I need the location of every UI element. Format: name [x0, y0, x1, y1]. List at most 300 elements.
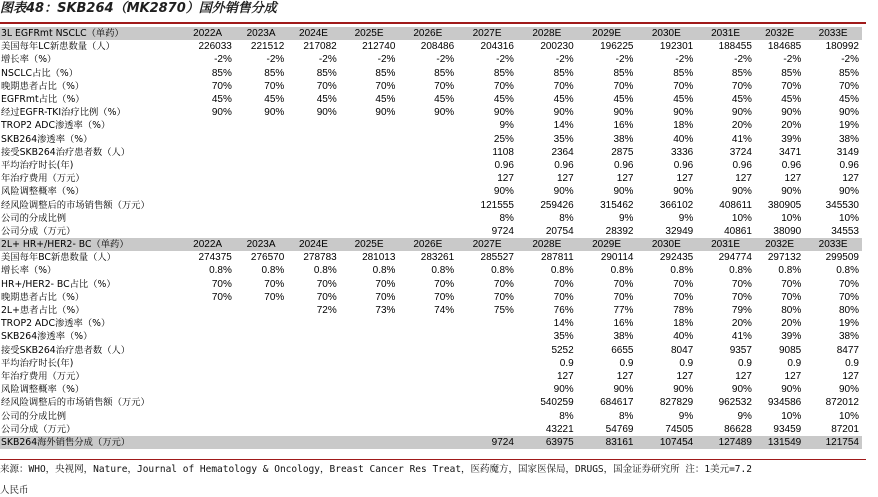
table-cell	[340, 396, 399, 409]
table-cell: 45%	[553, 94, 574, 106]
table-row	[0, 251, 862, 264]
row-label: 经风险调整后的市场销售额（万元）	[1, 199, 150, 211]
table-cell: 204316	[480, 41, 514, 53]
source-note-continued: 人民币	[0, 485, 29, 496]
table-cell	[287, 133, 339, 146]
table-cell: 299509	[825, 252, 859, 264]
table-cell: -2%	[841, 54, 859, 66]
table-row	[0, 198, 862, 211]
table-cell: 75%	[493, 305, 514, 317]
table-cell: 70%	[264, 291, 285, 303]
table-cell: 0.96	[494, 159, 514, 171]
row-label: 接受SKB264治疗患者数（人）	[1, 344, 131, 356]
table-cell	[398, 185, 457, 198]
table-cell: 35%	[553, 331, 574, 343]
source-note: 来源：WHO，央视网，Nature，Journal of Hematology & Oncology，Breast Cancer Res Treat，医药魔方，国家医保局，DRUGS，国金证券研究所 注：1美元=7.2	[0, 464, 752, 475]
table-cell: 2033E	[804, 238, 862, 251]
table-cell: 2029E	[577, 238, 637, 251]
table-cell: 90%	[613, 186, 634, 198]
table-cell	[235, 423, 287, 436]
table-cell: 0.9	[845, 357, 859, 369]
table-cell: 294774	[718, 252, 752, 264]
row-label: 晚期患者占比（%）	[1, 291, 85, 303]
table-cell: 281013	[362, 252, 396, 264]
table-cell: 2029E	[577, 27, 637, 40]
table-cell	[398, 317, 457, 330]
row-label: 晚期患者占比（%）	[1, 80, 85, 92]
table-cell: 70%	[211, 80, 232, 92]
table-cell	[340, 198, 399, 211]
table-cell: 34553	[831, 225, 859, 237]
row-label: SKB264渗透率（%）	[1, 331, 93, 343]
table-cell: 70%	[264, 278, 285, 290]
table-row	[0, 357, 862, 370]
table-cell: 0.96	[554, 159, 574, 171]
section-header-nsclc	[0, 27, 862, 40]
row-label: SKB264海外销售分成（万元）	[0, 436, 180, 449]
table-cell: 40861	[724, 225, 752, 237]
table-cell: 8%	[619, 410, 634, 422]
table-cell: 85%	[781, 67, 802, 79]
table-cell: 221512	[250, 41, 285, 53]
row-label: 增长率（%）	[1, 265, 57, 277]
table-cell: -2%	[496, 54, 514, 66]
table-cell: 90%	[731, 107, 752, 119]
table-cell: 41%	[731, 331, 752, 343]
table-cell: -2%	[266, 54, 285, 66]
row-label: SKB264渗透率（%）	[1, 133, 93, 145]
table-cell: 85%	[434, 67, 455, 79]
table-cell: 45%	[211, 94, 232, 106]
table-row	[0, 93, 862, 106]
table-cell	[235, 409, 287, 422]
table-cell: 0.9	[559, 357, 574, 369]
table-cell: 2025E	[340, 238, 399, 251]
table-row	[0, 383, 862, 396]
table-cell: 2025E	[340, 27, 399, 40]
table-cell: 90%	[838, 186, 859, 198]
table-cell	[287, 198, 339, 211]
table-cell: 38%	[613, 331, 634, 343]
table-cell: 80%	[781, 305, 802, 317]
table-cell: 0.8%	[209, 265, 232, 277]
table-cell	[398, 159, 457, 172]
table-cell: 72%	[316, 305, 337, 317]
table-cell: 0.96	[781, 159, 802, 171]
table-cell	[340, 344, 399, 357]
table-cell	[180, 344, 235, 357]
table-cell: 85%	[673, 67, 694, 79]
table-cell: 70%	[375, 80, 396, 92]
table-cell	[340, 185, 399, 198]
table-cell	[398, 133, 457, 146]
table-cell	[398, 436, 457, 449]
table-cell: 45%	[673, 94, 694, 106]
table-row	[0, 317, 862, 330]
table-cell: 2875	[611, 146, 634, 158]
table-cell: 1108	[492, 146, 514, 158]
table-cell	[180, 330, 235, 343]
table-cell: 63975	[517, 436, 577, 449]
table-cell	[287, 436, 339, 449]
table-cell: 290114	[600, 252, 634, 264]
table-cell: 208486	[420, 41, 455, 53]
table-cell: 127	[616, 173, 634, 185]
table-cell	[235, 146, 287, 159]
table-cell	[457, 344, 517, 357]
table-cell: 83161	[577, 436, 637, 449]
table-cell	[180, 225, 235, 238]
row-label: 3L EGFRmt NSCLC（单药）	[0, 27, 180, 40]
table-cell: 70%	[613, 278, 634, 290]
table-cell: 8%	[559, 410, 574, 422]
table-cell	[235, 172, 287, 185]
table-cell: 2030E	[636, 27, 696, 40]
table-cell	[287, 119, 339, 132]
table-cell	[180, 185, 235, 198]
table-cell: 540259	[540, 397, 574, 409]
table-row	[0, 80, 862, 93]
table-cell: 25%	[493, 133, 514, 145]
table-cell: 287811	[541, 252, 574, 264]
row-label: 公司分成（万元）	[1, 225, 76, 237]
table-cell: 87201	[831, 423, 859, 435]
table-cell: 297132	[767, 252, 802, 264]
row-label: 经风险调整后的市场销售额（万元）	[1, 397, 150, 409]
table-cell: 70%	[781, 80, 802, 92]
table-cell	[235, 212, 287, 225]
table-cell: 20754	[545, 225, 574, 237]
table-cell: 0.8%	[313, 265, 337, 277]
table-cell	[180, 317, 235, 330]
table-cell: 9724	[491, 225, 514, 237]
table-cell: 2027E	[457, 27, 517, 40]
table-cell	[340, 330, 399, 343]
table-cell	[340, 436, 399, 449]
table-cell	[287, 383, 339, 396]
table-row	[0, 53, 862, 66]
table-cell: 872012	[825, 397, 859, 409]
table-cell: 45%	[613, 94, 634, 106]
row-label: 公司的分成比例	[1, 410, 67, 422]
table-cell: 0.8%	[491, 265, 514, 277]
table-cell: 70%	[673, 80, 694, 92]
table-row	[0, 146, 862, 159]
table-cell: 90%	[838, 107, 859, 119]
table-cell: 9357	[729, 344, 752, 356]
table-cell: 0.96	[839, 159, 859, 171]
table-cell	[287, 172, 339, 185]
table-cell: 9085	[778, 344, 802, 356]
table-cell: 38%	[838, 331, 859, 343]
table-cell	[287, 185, 339, 198]
table-cell: 78%	[673, 305, 694, 317]
table-row	[0, 344, 862, 357]
table-cell: 85%	[211, 67, 232, 79]
table-cell: 70%	[316, 291, 337, 303]
table-cell: 0.9	[787, 357, 802, 369]
table-cell: 74505	[665, 423, 694, 435]
table-cell: 8047	[670, 344, 694, 356]
table-cell: 70%	[781, 278, 802, 290]
row-label: 年治疗费用（万元）	[1, 370, 85, 382]
table-cell: 39%	[781, 133, 802, 145]
table-cell	[287, 317, 339, 330]
table-cell: 90%	[781, 107, 802, 119]
table-cell: 38%	[613, 133, 634, 145]
table-cell: 70%	[838, 80, 859, 92]
table-cell: 0.9	[619, 357, 634, 369]
table-cell	[398, 423, 457, 436]
table-cell	[340, 370, 399, 383]
table-cell: 0.9	[738, 357, 752, 369]
table-row	[0, 423, 862, 436]
table-cell: 38%	[838, 133, 859, 145]
table-cell: 2024E	[287, 27, 339, 40]
table-cell	[287, 357, 339, 370]
table-cell	[235, 357, 287, 370]
table-row	[0, 185, 862, 198]
table-cell: 70%	[434, 80, 455, 92]
table-cell	[287, 159, 339, 172]
table-cell: 127	[557, 173, 574, 185]
table-row	[0, 119, 862, 132]
table-cell	[398, 212, 457, 225]
table-cell: 90%	[493, 107, 514, 119]
table-cell: 0.8%	[261, 265, 285, 277]
table-cell: 40%	[673, 133, 694, 145]
table-cell: 14%	[553, 318, 574, 330]
table-cell: 20%	[731, 318, 752, 330]
table-cell: 2031E	[696, 238, 755, 251]
table-cell: 9%	[737, 410, 752, 422]
table-cell	[457, 396, 517, 409]
table-cell: 0.96	[732, 159, 752, 171]
table-cell: -2%	[734, 54, 752, 66]
table-cell	[180, 198, 235, 211]
table-cell: 127489	[696, 436, 755, 449]
table-cell: 188455	[718, 41, 752, 53]
table-cell: -2%	[675, 54, 694, 66]
table-cell	[398, 344, 457, 357]
table-row	[0, 159, 862, 172]
table-cell: 127	[842, 173, 859, 185]
table-cell: 70%	[316, 278, 337, 290]
table-cell: 962532	[718, 397, 752, 409]
table-cell: 127	[676, 370, 694, 382]
section-header-bc	[0, 238, 862, 251]
table-cell	[287, 396, 339, 409]
table-cell	[457, 317, 517, 330]
table-cell: 93459	[773, 423, 802, 435]
total-row	[0, 436, 862, 449]
table-cell: 2023A	[235, 238, 287, 251]
table-cell	[340, 133, 399, 146]
table-cell	[180, 304, 235, 317]
row-label: TROP2 ADC渗透率（%）	[1, 120, 111, 132]
table-cell: 2028E	[517, 27, 577, 40]
table-cell: 90%	[493, 186, 514, 198]
table-cell: 9724	[457, 436, 517, 449]
table-cell: 16%	[613, 318, 634, 330]
table-cell: 70%	[434, 291, 455, 303]
table-cell	[235, 119, 287, 132]
table-cell: -2%	[783, 54, 802, 66]
table-cell	[340, 159, 399, 172]
table-cell	[235, 304, 287, 317]
table-cell: 77%	[613, 305, 634, 317]
table-cell: 70%	[316, 80, 337, 92]
table-cell	[287, 146, 339, 159]
table-cell: 20%	[781, 318, 802, 330]
table-cell: 19%	[838, 120, 859, 132]
table-cell: 70%	[731, 291, 752, 303]
table-row	[0, 212, 862, 225]
table-cell	[340, 119, 399, 132]
table-cell	[180, 396, 235, 409]
table-row	[0, 67, 862, 80]
table-cell	[457, 357, 517, 370]
table-cell: 2023A	[235, 27, 287, 40]
table-cell: 70%	[434, 278, 455, 290]
table-cell: 70%	[493, 80, 514, 92]
table-cell	[340, 212, 399, 225]
table-cell: 80%	[838, 305, 859, 317]
table-cell: 121555	[480, 199, 514, 211]
table-cell: 8%	[499, 212, 514, 224]
row-label: 美国每年BC新患数量（人）	[1, 252, 116, 264]
table-cell: 85%	[375, 67, 396, 79]
table-cell: 131549	[755, 436, 804, 449]
row-label: 美国每年LC新患数量（人）	[1, 41, 115, 53]
table-cell	[340, 423, 399, 436]
table-cell: 5252	[551, 344, 574, 356]
table-cell: 45%	[264, 94, 285, 106]
table-cell: 70%	[553, 291, 574, 303]
table-cell: 127	[735, 173, 752, 185]
table-cell: 90%	[731, 186, 752, 198]
table-cell: 0.8%	[670, 265, 694, 277]
table-cell	[235, 225, 287, 238]
row-label: TROP2 ADC渗透率（%）	[1, 318, 111, 330]
table-cell	[235, 133, 287, 146]
table-cell: 127	[735, 370, 752, 382]
table-cell: 9%	[499, 120, 514, 132]
row-label: 2L+ HR+/HER2- BC（单药）	[0, 238, 180, 251]
table-cell: -2%	[436, 54, 455, 66]
table-cell: -2%	[555, 54, 574, 66]
table-cell: 366102	[659, 199, 694, 211]
table-cell: 274375	[198, 252, 232, 264]
table-cell: 90%	[781, 384, 802, 396]
table-cell: 217082	[303, 41, 337, 53]
table-cell: 90%	[553, 107, 574, 119]
sales-forecast-table	[0, 27, 862, 449]
table-cell: 45%	[731, 94, 752, 106]
table-cell: 40%	[673, 331, 694, 343]
table-cell: 8%	[559, 212, 574, 224]
table-cell: 70%	[613, 291, 634, 303]
table-cell: 90%	[316, 107, 337, 119]
table-cell: 127	[842, 370, 859, 382]
table-cell	[235, 436, 287, 449]
table-cell: 85%	[493, 67, 514, 79]
table-cell	[235, 330, 287, 343]
table-cell: 278783	[303, 252, 337, 264]
table-cell: 180992	[825, 41, 859, 53]
table-cell: 85%	[316, 67, 337, 79]
table-cell	[340, 409, 399, 422]
table-cell	[180, 159, 235, 172]
table-cell	[180, 370, 235, 383]
table-cell: 20%	[731, 120, 752, 132]
table-cell: 0.8%	[372, 265, 396, 277]
table-cell: 90%	[613, 107, 634, 119]
row-label: 2L+患者占比（%）	[1, 305, 85, 317]
table-cell: 10%	[781, 212, 802, 224]
table-cell: -2%	[214, 54, 232, 66]
table-cell: 0.8%	[431, 265, 455, 277]
table-cell	[398, 146, 457, 159]
table-cell: 85%	[613, 67, 634, 79]
table-cell: 3724	[729, 146, 752, 158]
table-cell: 127	[616, 370, 634, 382]
table-cell: 315462	[600, 199, 634, 211]
table-cell: 32949	[665, 225, 694, 237]
table-row	[0, 396, 862, 409]
table-cell: 70%	[731, 278, 752, 290]
table-cell: 70%	[493, 291, 514, 303]
table-cell: 292435	[659, 252, 694, 264]
table-cell: 9%	[678, 410, 694, 422]
table-cell: 934586	[767, 397, 802, 409]
table-cell: 35%	[553, 133, 574, 145]
table-cell	[180, 383, 235, 396]
table-cell: 70%	[613, 80, 634, 92]
table-cell: -2%	[377, 54, 396, 66]
table-cell: 0.8%	[778, 265, 802, 277]
table-cell: 283261	[420, 252, 455, 264]
table-cell: 127	[557, 370, 574, 382]
table-cell: 45%	[838, 94, 859, 106]
table-cell	[180, 409, 235, 422]
table-cell	[340, 146, 399, 159]
table-cell: 2024E	[287, 238, 339, 251]
table-cell	[180, 119, 235, 132]
row-label: 年治疗费用（万元）	[1, 173, 85, 185]
table-cell	[398, 172, 457, 185]
table-cell: 2033E	[804, 27, 862, 40]
table-cell: 3336	[670, 146, 694, 158]
table-cell	[180, 146, 235, 159]
table-row	[0, 304, 862, 317]
table-cell: 74%	[434, 305, 455, 317]
table-cell: 70%	[375, 291, 396, 303]
table-cell: 3149	[836, 146, 859, 158]
table-cell: 90%	[264, 107, 285, 119]
table-cell	[235, 396, 287, 409]
table-cell	[398, 330, 457, 343]
table-cell	[180, 212, 235, 225]
table-cell: 10%	[838, 410, 859, 422]
table-cell: 0.8%	[836, 265, 859, 277]
table-cell: 2027E	[457, 238, 517, 251]
table-cell: 14%	[553, 120, 574, 132]
table-cell: 45%	[781, 94, 802, 106]
table-cell: 212740	[362, 41, 396, 53]
table-cell: 18%	[673, 318, 694, 330]
table-cell: 76%	[553, 305, 574, 317]
